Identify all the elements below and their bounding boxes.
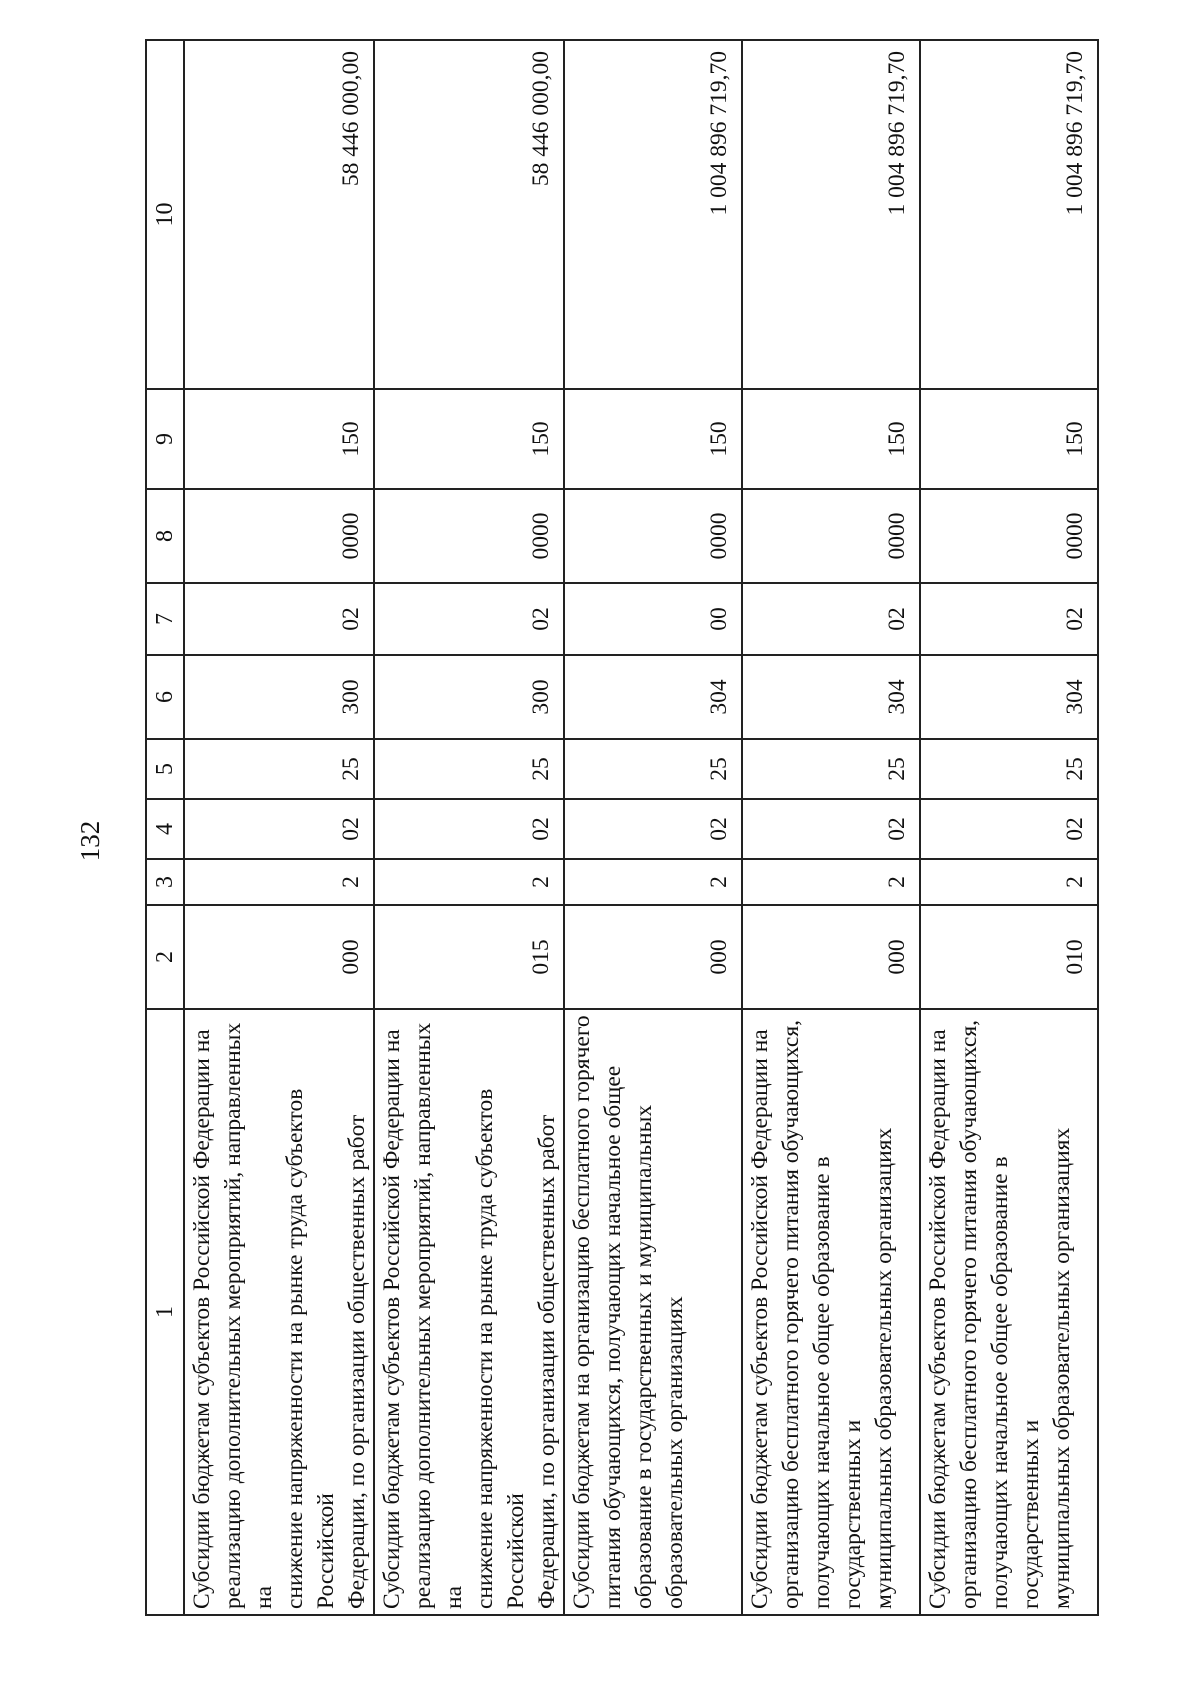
- cell-code-6: 304: [920, 655, 1098, 739]
- row-amount: 1 004 896 719,70: [742, 40, 920, 389]
- cell-code-9: 150: [184, 389, 374, 489]
- cell-code-8: 0000: [184, 489, 374, 583]
- table-row: [184, 40, 374, 1615]
- table-row: [920, 40, 1098, 1615]
- cell-code-8: 0000: [564, 489, 742, 583]
- table-row: [742, 40, 920, 1615]
- header-row: [146, 40, 184, 1615]
- row-amount: 1 004 896 719,70: [920, 40, 1098, 389]
- cell-code-3: 2: [564, 859, 742, 905]
- cell-code-9: 150: [742, 389, 920, 489]
- cell-code-4: 02: [374, 799, 564, 859]
- cell-code-7: 02: [184, 583, 374, 655]
- header-col-7: 7: [146, 583, 184, 655]
- cell-code-9: 150: [564, 389, 742, 489]
- cell-code-7: 00: [564, 583, 742, 655]
- cell-code-2: 015: [374, 905, 564, 1009]
- cell-code-5: 25: [184, 739, 374, 799]
- page-number: 132: [75, 820, 105, 862]
- cell-code-3: 2: [374, 859, 564, 905]
- header-col-10: 10: [146, 40, 184, 389]
- cell-code-3: 2: [742, 859, 920, 905]
- cell-code-8: 0000: [920, 489, 1098, 583]
- cell-code-6: 304: [564, 655, 742, 739]
- cell-code-4: 02: [742, 799, 920, 859]
- cell-code-6: 304: [742, 655, 920, 739]
- table-row: [374, 40, 564, 1615]
- table-row: [564, 40, 742, 1615]
- row-amount: 58 446 000,00: [184, 40, 374, 389]
- table-body: [184, 40, 1098, 1615]
- cell-code-2: 000: [742, 905, 920, 1009]
- cell-code-5: 25: [374, 739, 564, 799]
- cell-code-9: 150: [920, 389, 1098, 489]
- table-header: [146, 40, 184, 1615]
- cell-code-4: 02: [564, 799, 742, 859]
- row-description: Субсидии бюджетам субъектов Российской Федерации на организацию бесплатного горячего питания обучающихся, получающих начальное общее образование в государственных и муниципальных образовательных организациях: [742, 1009, 920, 1615]
- header-col-4: 4: [146, 799, 184, 859]
- cell-code-7: 02: [374, 583, 564, 655]
- cell-code-2: 010: [920, 905, 1098, 1009]
- cell-code-3: 2: [920, 859, 1098, 905]
- budget-table: [145, 39, 1099, 1616]
- header-col-5: 5: [146, 739, 184, 799]
- cell-code-5: 25: [564, 739, 742, 799]
- cell-code-5: 25: [742, 739, 920, 799]
- row-amount: 58 446 000,00: [374, 40, 564, 389]
- row-description: Субсидии бюджетам субъектов Российской Федерации на реализацию дополнительных мероприятий, направленных на снижение напряженности на рынке труда субъектов Российской Федерации, по организации общественных работ: [184, 1009, 374, 1615]
- cell-code-4: 02: [184, 799, 374, 859]
- header-col-8: 8: [146, 489, 184, 583]
- header-col-1: 1: [146, 1009, 184, 1615]
- rotated-table-container: [145, 51, 1088, 1616]
- cell-code-5: 25: [920, 739, 1098, 799]
- header-col-2: 2: [146, 905, 184, 1009]
- header-col-6: 6: [146, 655, 184, 739]
- cell-code-2: 000: [184, 905, 374, 1009]
- header-col-9: 9: [146, 389, 184, 489]
- cell-code-9: 150: [374, 389, 564, 489]
- cell-code-6: 300: [374, 655, 564, 739]
- header-col-3: 3: [146, 859, 184, 905]
- row-amount: 1 004 896 719,70: [564, 40, 742, 389]
- row-description: Субсидии бюджетам на организацию бесплатного горячего питания обучающихся, получающих начальное общее образование в государственных и муниципальных образовательных организациях: [564, 1009, 742, 1615]
- row-description: Субсидии бюджетам субъектов Российской Федерации на реализацию дополнительных мероприятий, направленных на снижение напряженности на рынке труда субъектов Российской Федерации, по организации общественных работ: [374, 1009, 564, 1615]
- row-description: Субсидии бюджетам субъектов Российской Федерации на организацию бесплатного горячего питания обучающихся, получающих начальное общее образование в государственных и муниципальных образовательных организациях: [920, 1009, 1098, 1615]
- cell-code-3: 2: [184, 859, 374, 905]
- cell-code-7: 02: [742, 583, 920, 655]
- cell-code-8: 0000: [374, 489, 564, 583]
- cell-code-2: 000: [564, 905, 742, 1009]
- cell-code-8: 0000: [742, 489, 920, 583]
- cell-code-4: 02: [920, 799, 1098, 859]
- cell-code-7: 02: [920, 583, 1098, 655]
- cell-code-6: 300: [184, 655, 374, 739]
